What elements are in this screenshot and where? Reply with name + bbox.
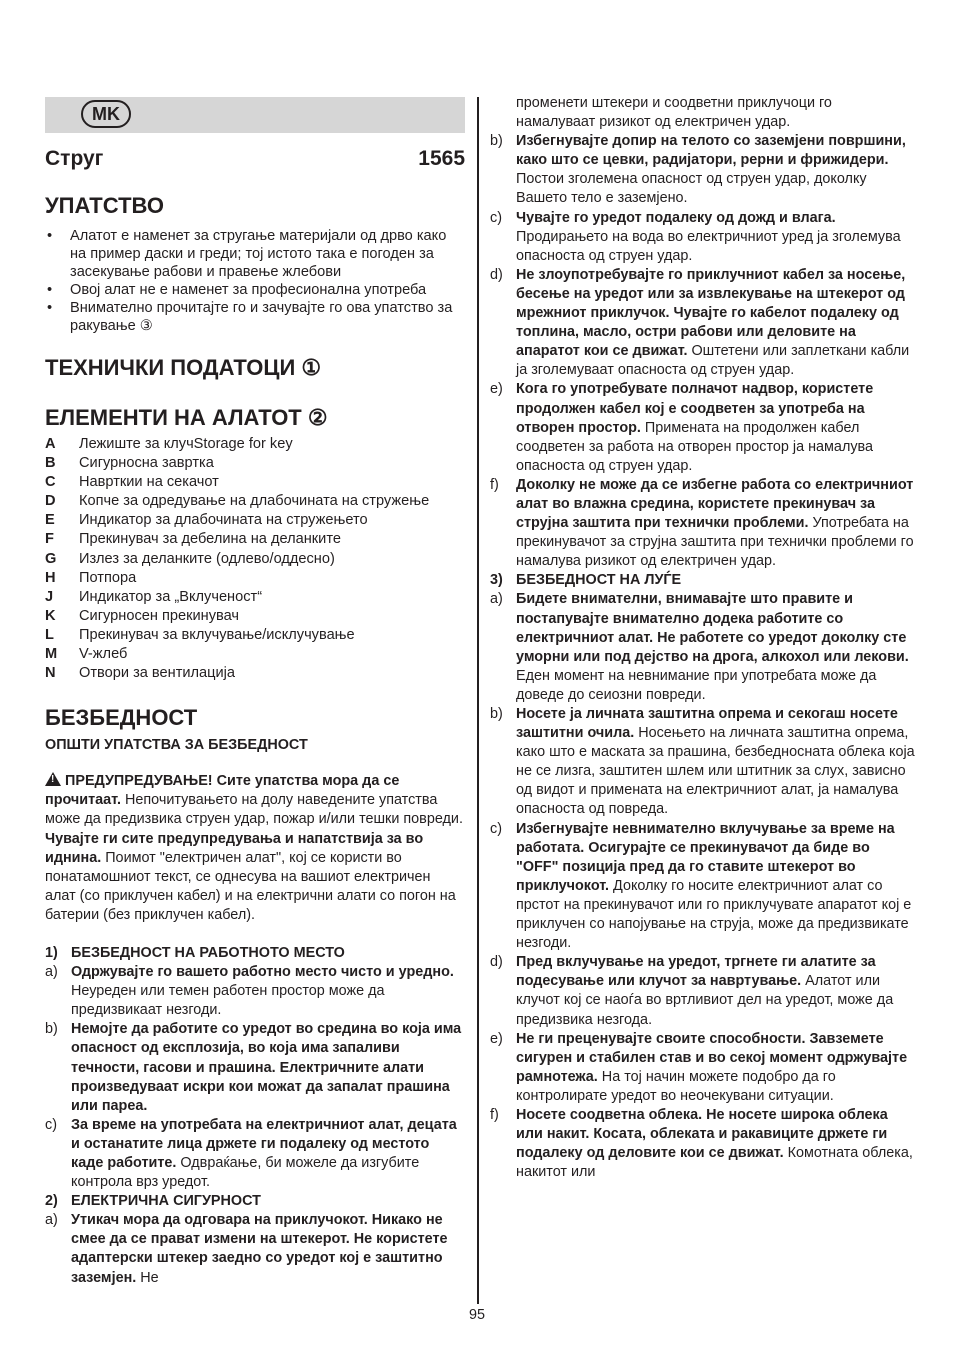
item-text [516, 380, 915, 475]
item-bold: Кога го употребувате полначот надвор, користете продолжен кабел кој е соодветен за употреба на отворен простор. [516, 381, 874, 436]
element-item [45, 454, 465, 473]
item-bold: Немојте да работите со уредот во средина во која има опасност од експлозија, во која има запаливи течности, гасови и прашина. Електричните алати произведуваат искри кои можат да запалат прашина или пареа. [71, 1021, 462, 1114]
language-badge: MK [81, 100, 131, 128]
item-text [516, 953, 915, 1029]
item-text [71, 1211, 465, 1287]
list-item [490, 705, 915, 820]
right-column [490, 94, 915, 1182]
item-bold: Пред вклучување на уредот, тргнете ги алатите за подесување или клучот за навртување. [516, 954, 876, 990]
element-text: Излез за деланките (одлево/оддесно) [79, 550, 335, 567]
warning-text-1: Непочитувањето на долу наведените упатства може да предизвика струен удар, пожар и/или тешки повреди. [45, 792, 463, 828]
item-plain: Еден момент на невнимание при употребата може да доведе до сеиозни повреди. [516, 667, 877, 703]
item-text [516, 266, 915, 381]
element-text: Индикатор за „Вклученост“ [79, 588, 263, 605]
safety-heading: БЕЗБЕДНОСТ [45, 705, 198, 731]
item-label: c) [45, 1116, 57, 1133]
item-text [516, 820, 915, 954]
element-text: Наврткии на секачот [79, 474, 219, 491]
element-letter: G [45, 550, 57, 567]
element-text: Отвори за вентилација [79, 665, 236, 682]
list-item [490, 820, 915, 954]
product-line [45, 147, 465, 171]
element-item [45, 645, 465, 664]
list-item [45, 1116, 465, 1192]
element-letter: C [45, 474, 56, 491]
element-item [45, 607, 465, 626]
element-letter: H [45, 569, 56, 586]
item-plain: Одвраќање, би можеле да изгубите контрола врз уредот. [71, 1155, 420, 1191]
element-item [45, 588, 465, 607]
usage-heading: УПАТСТВО [45, 193, 164, 218]
item-label: d) [490, 266, 503, 283]
element-text: Индикатор за длабочината на стружењето [79, 512, 368, 529]
section-number: 1) [45, 944, 58, 961]
element-letter: K [45, 607, 56, 624]
item-label: b) [45, 1021, 58, 1038]
item-continuation: променети штекери и соодветни приклучоци го намалуваат ризикот од електричен удар. [516, 95, 832, 131]
elements-list [45, 435, 465, 683]
list-item [490, 590, 915, 705]
item-plain: Оштетени или заплеткани кабли ја зголемуваат опасноста од струен удар. [516, 343, 910, 379]
item-label: a) [45, 1212, 58, 1229]
item-bold: Утикач мора да одговара на приклучокот. Никако не смее да се прават измени на штекерот. Не користете адаптерски штекер заедно со уредот кој е заштитно заземјен. [71, 1212, 448, 1286]
item-plain: Не [136, 1269, 159, 1286]
section-items [45, 963, 465, 1192]
element-text: Прекинувач за вклучување/исклучување [79, 626, 355, 643]
warning-text-2: Поимот "електричен алат", кој се користи во понатамошниот текст, се однесува на вашиот електричен алат (со приклучен кабел) и на електрични алати со погон на батерии (без приклучен кабел). [45, 849, 456, 923]
item-text [516, 705, 915, 820]
tech-data-heading: ТЕХНИЧКИ ПОДАТОЦИ ① [45, 355, 322, 380]
left-column [45, 97, 465, 1288]
section-title-text: БЕЗБЕДНОСТ НА ЛУЃЕ [516, 572, 682, 589]
item-plain: Комотната облека, накитот или [516, 1145, 913, 1181]
section-title [45, 1192, 465, 1211]
item-plain: Неуреден или темен работен простор може да предизвикаат незгоди. [71, 983, 385, 1019]
element-item [45, 550, 465, 569]
general-safety-heading: ОПШТИ УПАТСТВА ЗА БЕЗБЕДНОСТ [45, 737, 308, 754]
page-number: 95 [468, 1307, 485, 1323]
list-item [490, 266, 915, 381]
item-label: f) [490, 476, 499, 493]
section-title-text: БЕЗБЕДНОСТ НА РАБОТНОТО МЕСТО [71, 944, 345, 961]
list-item [45, 1020, 465, 1115]
item-plain: На тој начин можете подобро да го контролирате уредот во неочекувани ситуации. [516, 1068, 836, 1104]
element-text: Копче за одредување на длабочината на стружење [79, 493, 430, 510]
element-text: Лежиште за клучStorage for key [79, 436, 293, 452]
item-plain: Примената на продолжен кабел соодветен за работа на отворен простор ја намалува опасноста од струен удар. [516, 419, 874, 474]
product-name: Струг [45, 147, 104, 170]
item-plain: Доколку го носите електричниот алат со прстот на прекинувачот или го приклучувате апаратот кој е приклучен со напојување на струја, може да предизвикате незгоди. [516, 877, 912, 952]
item-label: b) [490, 706, 503, 722]
item-label: c) [490, 209, 502, 226]
element-letter: E [45, 512, 55, 529]
element-letter: L [45, 626, 54, 643]
item-text [516, 132, 915, 208]
language-bar [45, 97, 465, 133]
element-text: Прекинувач за дебелина на деланките [79, 531, 341, 548]
usage-bullet: • Внимателно прочитајте го и зачувајте го ова упатство за ракување ③ [45, 299, 465, 335]
list-item [490, 1030, 915, 1106]
item-text [516, 209, 915, 266]
usage-bullet: • Овој алат не е наменет за професионална употреба [45, 281, 465, 299]
section-number: 3) [490, 572, 503, 589]
element-text: Потпора [79, 569, 137, 586]
item-text [516, 1030, 915, 1106]
usage-bullet: • Алатот е наменет за стругање материјали од дрво како на пример даски и греди; тој истото така е погоден за засекување рабови и правење жлебови [45, 227, 465, 281]
item-label: e) [490, 1030, 503, 1047]
section-title [490, 571, 915, 590]
item-bold: Избегнувајте невнимателно вклучување за време на работата. Осигурајте се прекинувачот да биде во "OFF" позиција пред да го ставите штекерот во приклучокот. [516, 820, 895, 894]
item-plain: Носењето на личната заштитна опрема, како што е маската за прашина, безбедносната облека која не се лизга, заштитен шлем или штитник за слух, зависно од видот и примената на електричниот алат, ја намалува опасноста од повреда. [516, 725, 915, 818]
item-label: d) [490, 954, 503, 971]
list-item [490, 209, 915, 266]
item-bold: Одржувајте го вашето работно место чисто и уредно. [71, 964, 454, 981]
element-item [45, 530, 465, 549]
element-item [45, 492, 465, 511]
column-divider [477, 97, 479, 1304]
item-plain: Употребата на прекинувачот за струјна заштита при технички проблеми го намалува ризикот од електричен удар. [516, 515, 914, 570]
item-label: c) [490, 820, 502, 837]
list-item [490, 953, 915, 1029]
item-bold: Чувајте го уредот подалеку од дожд и влага. [516, 209, 836, 226]
item-plain: Алатот или клучот кој се наоѓа во вртливиот дел на уредот, може да предизвика незгода. [516, 973, 894, 1028]
element-letter: J [45, 588, 54, 605]
section-number: 2) [45, 1193, 58, 1210]
item-label: b) [490, 133, 503, 150]
element-letter: B [45, 455, 56, 472]
item-label: f) [490, 1106, 499, 1123]
item-label: e) [490, 381, 503, 398]
item-label: a) [490, 591, 503, 608]
item-label: a) [45, 964, 58, 981]
item-bold: Носете ја личната заштитна опрема и секогаш носете заштитни очила. [516, 706, 898, 742]
list-item [45, 963, 465, 1020]
warning-paragraph [45, 772, 465, 925]
item-text [71, 963, 465, 1020]
warning-bold-1: ПРЕДУПРЕДУВАЊЕ! Сите упатства мора да се прочитаат. [45, 773, 400, 809]
element-item [45, 569, 465, 588]
list-item [490, 380, 915, 475]
element-letter: N [45, 665, 56, 682]
element-item [45, 511, 465, 530]
element-letter: D [45, 493, 56, 510]
item-plain: Продирањето на вода во електричниот уред ја зголемува опасноста од струен удар. [516, 228, 901, 264]
element-letter: M [45, 646, 58, 663]
warning-triangle-icon [45, 772, 61, 786]
element-text: Сигурносен прекинувач [79, 607, 239, 624]
item-bold: Доколку не може да се избегне работа со електричниот алат во влажна средина, користете прекинувач за струјна заштита при технички проблеми. [516, 476, 914, 532]
item-text [516, 1106, 915, 1182]
element-letter: A [45, 436, 56, 452]
section-title-text: ЕЛЕКТРИЧНА СИГУРНОСТ [71, 1193, 261, 1210]
section-workplace [45, 944, 465, 1192]
section-title [45, 944, 465, 963]
list-item [490, 132, 915, 208]
item-bold: Бидете внимателни, внимавајте што правите и постапувајте внимателно додека работите со електричниот алат. Не работете со уредот доколку сте уморни или под дејство на дрога, алкохол или лекови. [516, 591, 909, 665]
element-text: V-жлеб [79, 646, 128, 663]
item-text [516, 476, 915, 571]
item-bold: Не злоупотребувајте го приклучниот кабел за носење, бесење на уредот или за извлекување на штекерот од мрежниот приклучок. Чувајте го кабелот подалеку од топлина, масло, остри рабови или деловите на апаратот кои се движат. [516, 266, 906, 360]
section-items [490, 590, 915, 1182]
usage-bullets [45, 227, 465, 335]
product-number: 1565 [418, 147, 465, 170]
element-item [45, 435, 465, 454]
section-electrical [45, 1192, 465, 1287]
item-text [71, 1116, 465, 1192]
item-plain: Постои зголемена опасност од струен удар, доколку Вашето тело е заземјено. [516, 171, 867, 207]
item-bold: Не ги преценувајте своите способности. Завземете сигурен и стабилен став и во секој момент одржувајте рамнотежа. [516, 1030, 908, 1085]
element-item [45, 664, 465, 683]
item-bold: Носете соодветна облека. Не носете широка облека или накит. Косата, облеката и ракавиците држете ги подалеку од деловите кои се движат. [516, 1106, 888, 1162]
list-item [490, 1106, 915, 1182]
item-text [71, 1020, 465, 1115]
element-item [45, 626, 465, 645]
list-item [45, 1211, 465, 1287]
item-bold: Избегнувајте допир на телото со заземјени површини, како што се цевки, радијатори, рерни и фрижидери. [516, 133, 906, 169]
item-bold: За време на употребата на електричниот алат, децата и останатите лица држете ги подалеку од местото каде работите. [71, 1116, 457, 1171]
list-item [490, 476, 915, 571]
element-text: Сигурносна завртка [79, 455, 214, 472]
warning-bold-2: Чувајте ги сите предупредувања и напатствија за во иднина. [45, 830, 424, 866]
item-text [516, 590, 915, 705]
section-items [490, 132, 915, 571]
element-item [45, 473, 465, 492]
elements-heading: ЕЛЕМЕНТИ НА АЛАТОТ ② [45, 405, 328, 430]
element-letter: F [45, 531, 54, 548]
